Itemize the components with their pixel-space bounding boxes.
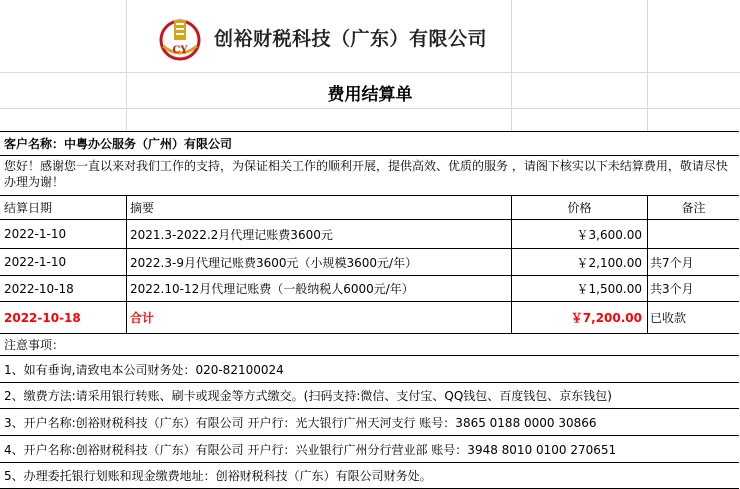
greeting-row (0, 156, 739, 196)
header-price: 价格 (567, 201, 592, 215)
notes-title-row (0, 334, 739, 356)
customer-cell (4, 132, 739, 155)
row-note: 共7个月 (650, 255, 694, 270)
total-note: 已收款 (650, 311, 687, 325)
company-name: 创裕财税科技（广东）有限公司 (214, 28, 488, 50)
grid-line (647, 0, 648, 131)
row-date: 2022-10-18 (4, 281, 74, 296)
grid-line (0, 72, 740, 73)
row-date: 2022-1-10 (4, 227, 67, 241)
customer-value: 中粤办公服务（广州）有限公司 (64, 137, 233, 151)
header-summary: 摘要 (130, 201, 155, 215)
grid-line (0, 108, 740, 109)
row-summary: 2021.3-2022.2月代理记账费3600元 (130, 227, 333, 242)
table-row (0, 220, 739, 249)
notes-title: 注意事项： (4, 338, 65, 352)
total-date: 2022-10-18 (4, 310, 81, 325)
row-price: ￥2,100.00 (576, 255, 642, 270)
company-logo (157, 16, 203, 62)
customer-label: 客户名称： (4, 137, 65, 151)
row-summary: 2022.3-9月代理记账费3600元（小规模3600元/年） (130, 255, 418, 270)
customer-row (0, 132, 739, 156)
note-item: 4、开户名称:创裕财税科技（广东）有限公司 开户行：兴业银行广州分行营业部 账号：3948 8010 0100 270651 (4, 442, 617, 457)
header-note: 备注 (681, 201, 706, 215)
row-summary: 2022.10-12月代理记账费（一般纳税人6000元/年） (130, 282, 414, 296)
header-date: 结算日期 (4, 201, 53, 215)
row-date: 2022-1-10 (4, 255, 67, 269)
note-row (0, 409, 739, 436)
note-row (0, 356, 739, 383)
note-item: 2、缴费方法:请采用银行转账、刷卡或现金等方式缴交。(扫码支持:微信、支付宝、QQ钱包、百度钱包、京东钱包) (4, 389, 612, 403)
note-item: 5、办理委托银行划账和现金缴费地址：创裕财税科技（广东）有限公司财务处。 (4, 469, 432, 483)
row-price: ￥3,600.00 (576, 227, 642, 242)
table-row (0, 249, 739, 276)
note-row (0, 383, 739, 409)
table-header-row (0, 196, 739, 220)
table-row (0, 276, 739, 302)
total-price: ￥7,200.00 (570, 311, 642, 325)
document-title: 费用结算单 (327, 85, 413, 105)
grid-line (126, 0, 127, 131)
note-item: 1、如有垂询,请致电本公司财务处：020-82100024 (4, 362, 284, 377)
svg-text:CY: CY (172, 45, 188, 56)
note-row (0, 463, 739, 488)
total-label: 合计 (130, 311, 155, 325)
settlement-table (0, 131, 739, 489)
row-note (650, 220, 739, 248)
total-row (0, 302, 739, 334)
row-price: ￥1,500.00 (576, 282, 642, 296)
grid-line (511, 0, 512, 131)
row-note: 共3个月 (650, 282, 694, 296)
greeting-text: 您好！感谢您一直以来对我们工作的支持，为保证相关工作的顺利开展，提供高效、优质的服务 ，请阁下核实以下未结算费用，敬请尽快办理为谢！ (4, 159, 728, 189)
note-item: 3、开户名称:创裕财税科技（广东）有限公司 开户行：光大银行广州天河支行 账号：3865 0188 0000 30866 (4, 415, 597, 430)
note-row (0, 436, 739, 463)
